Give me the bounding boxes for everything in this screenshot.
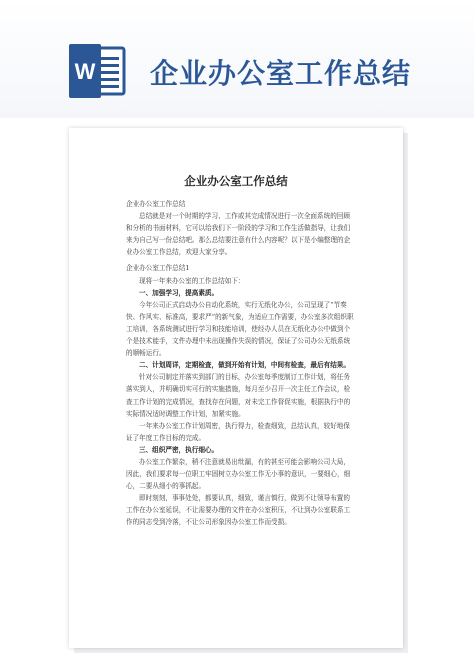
- word-document-icon: [66, 40, 128, 102]
- paragraph: 现将一年来办公室的工作总结如下：: [139, 276, 245, 285]
- paragraph: 办公室工作繁杂，稍不注意就易出纰漏，有的甚至可能会影响公司大局，因此，我们要求每一位职工牢固树立办公室工作无小事的意识，一要细心，细心，二要从细小的事抓起。: [126, 457, 351, 491]
- section-heading: 二、计划周详，定期检查，做到开始有计划，中间有检查，最后有结果。: [139, 361, 350, 370]
- paragraph: 企业办公室工作总结: [126, 200, 186, 208]
- paragraph: 针对公司制定并落实到部门的目标，办公室每季度制订工作计划，将任务落实到人，并明确切实可行的实施措施，每月至少召开一次主任工作会议，检查工作计划的完成情况，查找存在问题，对未完工作督促实施，根据执行中的实际情况适时调整工作计划，加紧实施。: [126, 373, 351, 418]
- section-heading: 一、加强学习，提高素质。: [139, 288, 219, 297]
- word-logo-letter: W: [74, 59, 96, 84]
- paragraph: 即时刻刻，事事处处，都要认真，细致，谨言慎行，做到不让领导布置的工作在办公室延误，不让需要办理的文件在办公室积压，不让到办公室联系工作的同志受到冷落，不让公司形象因办公室工作而受损。: [126, 494, 351, 527]
- paragraph: 一年来办公室工作计划周密，执行得力，检查细致，总结认真，较好地保证了年度工作目标的完成。: [126, 421, 350, 442]
- paragraph: 企业办公室工作总结1: [126, 264, 190, 273]
- document-title: 企业办公室工作总结: [184, 174, 288, 188]
- banner-title: 企业办公室工作总结: [150, 57, 412, 90]
- paragraph: 总结就是对一个时期的学习、工作或其完成情况进行一次全面系统的回顾和分析的书面材料，它可以给我们下一阶段的学习和工作生活做指导，让我们来为自己写一份总结吧。那么总结要注意有什么内容呢？以下是小编整理的企业办公室工作总结，欢迎大家分享。: [126, 212, 351, 257]
- document-body: [126, 198, 356, 529]
- document-page: [69, 128, 403, 648]
- section-heading: 三、组织严密，执行细心。: [139, 445, 219, 454]
- paragraph: 今年公司正式启动办公自动化系统，实行无纸化办公，公司呈现了“节奏快、作风实、标准高，要求严”的新气象，为适应工作需要，办公室多次组织职工培训，各系统测试进行学习和技能培训，使经办人员在无纸化办公中做到个个是技术能手，文件办理中未出现操作失误的情况，保证了公司办公无纸系统的顺畅运行。: [126, 300, 354, 358]
